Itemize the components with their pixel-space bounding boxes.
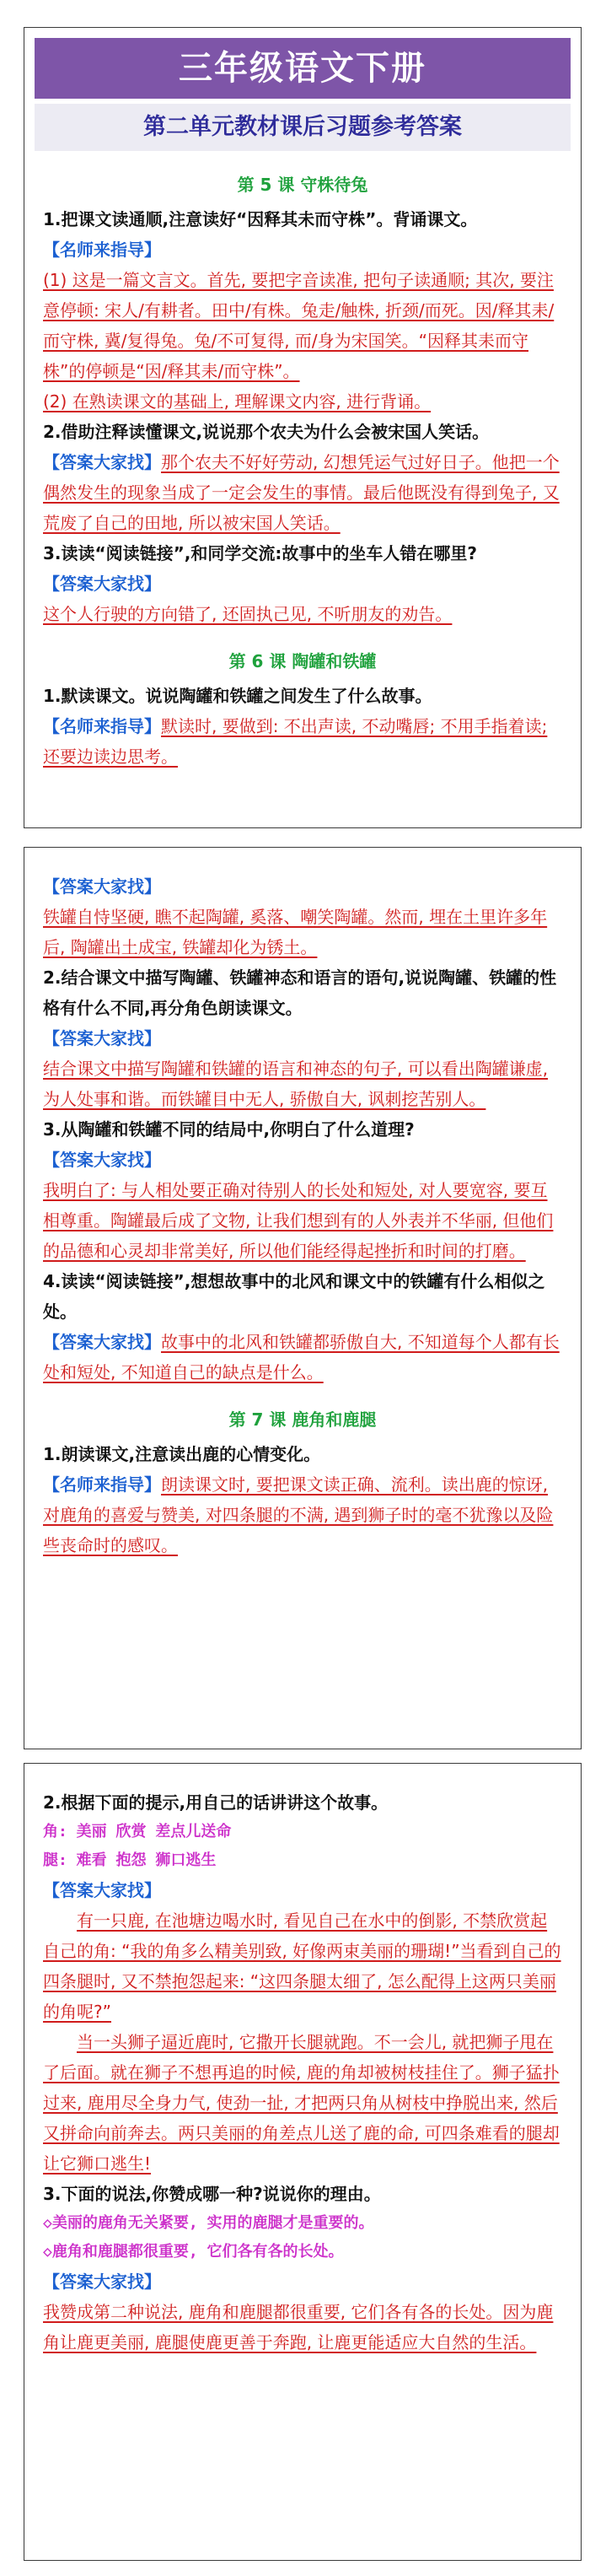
lesson-7-q3-answer: 我赞成第二种说法, 鹿角和鹿腿都很重要, 它们各有各的长处。因为鹿角让鹿更美丽, 鹿腿使鹿更善于奔跑, 让鹿更能适应大自然的生活。 bbox=[43, 2302, 554, 2352]
lesson-6-question-2: 2.结合课文中描写陶罐、铁罐神态和语言的语句,说说陶罐、铁罐的性格有什么不同,再分角色朗读课文。 bbox=[43, 967, 557, 1018]
lesson-5-q1-guide-1: (1) 这是一篇文言文。首先, 要把字音读准, 把句子读通顺; 其次, 要注意停顿: 宋人/有耕者。田中/有株。兔走/触株, 折颈/而死。因/释其耒/而守株, 冀/复得兔。兔/不可复得, 而/身为宋国笑。“因释其耒而守株”的停顿是“因/释其耒/而守株”。 bbox=[43, 270, 555, 381]
teacher-guide-tag: 【名师来指导】 bbox=[43, 240, 161, 260]
lesson-7-q1-guide: 朗读课文时, 要把课文读正确、流利。读出鹿的惊讶, 对鹿角的喜爱与赞美, 对四条腿的不满, 遇到狮子时的毫不犹豫以及险些丧命时的感叹。 bbox=[43, 1474, 554, 1555]
lesson-6-title: 第 6 课 陶罐和铁罐 bbox=[228, 651, 377, 671]
document-title: 三年级语文下册 bbox=[35, 38, 571, 99]
lesson-6-q2-answer: 结合课文中描写陶罐和铁罐的语言和神态的句子, 可以看出陶罐谦虚, 为人处事和谐。而铁罐目中无人, 骄傲自大, 讽刺挖苦别人。 bbox=[43, 1059, 549, 1109]
lesson-7-question-3: 3.下面的说法,你赞成哪一种?说说你的理由。 bbox=[43, 2184, 381, 2204]
answer-tag: 【答案大家找】 bbox=[43, 2272, 161, 2292]
teacher-guide-tag: 【名师来指导】 bbox=[43, 1474, 161, 1495]
lesson-7-question-1: 1.朗读课文,注意读出鹿的心情变化。 bbox=[43, 1444, 321, 1464]
lesson-5-question-2: 2.借助注释读懂课文,说说那个农夫为什么会被宋国人笑话。 bbox=[43, 422, 490, 442]
answer-tag: 【答案大家找】 bbox=[43, 452, 161, 472]
lesson-5-q2-answer: 那个农夫不好好劳动, 幻想凭运气过好日子。他把一个偶然发生的现象当成了一定会发生的事情。最后他既没有得到兔子, 又荒废了自己的田地, 所以被宋国人笑话。 bbox=[43, 452, 560, 533]
lesson-7-question-2: 2.根据下面的提示,用自己的话讲讲这个故事。 bbox=[43, 1792, 389, 1813]
answer-tag: 【答案大家找】 bbox=[43, 876, 161, 897]
lesson-7-hint-antler: 角: 美丽 欣赏 差点儿送命 bbox=[43, 1823, 232, 1840]
lesson-6-question-4: 4.读读“阅读链接”,想想故事中的北风和课文中的铁罐有什么相似之处。 bbox=[43, 1271, 545, 1322]
lesson-5-q1-guide-2: (2) 在熟读课文的基础上, 理解课文内容, 进行背诵。 bbox=[43, 391, 432, 412]
lesson-5-title: 第 5 课 守株待兔 bbox=[237, 175, 368, 195]
lesson-6-q1-guide: 默读时, 要做到: 不出声读, 不动嘴唇; 不用手指着读; 还要边读边思考。 bbox=[43, 716, 548, 767]
lesson-7-option-2: ◇鹿角和鹿腿都很重要, 它们各有各的长处。 bbox=[43, 2243, 344, 2261]
lesson-6-question-1: 1.默读课文。说说陶罐和铁罐之间发生了什么故事。 bbox=[43, 686, 432, 706]
lesson-7-title: 第 7 课 鹿角和鹿腿 bbox=[228, 1409, 377, 1430]
lesson-6-question-3: 3.从陶罐和铁罐不同的结局中,你明白了什么道理? bbox=[43, 1119, 415, 1140]
lesson-5-q3-answer: 这个人行驶的方向错了, 还固执己见, 不听朋友的劝告。 bbox=[43, 604, 453, 624]
answer-tag: 【答案大家找】 bbox=[43, 574, 161, 594]
answer-tag: 【答案大家找】 bbox=[43, 1150, 161, 1170]
document-subtitle: 第二单元教材课后习题参考答案 bbox=[35, 104, 571, 151]
lesson-6-q1-answer: 铁罐自恃坚硬, 瞧不起陶罐, 奚落、嘲笑陶罐。然而, 埋在土里许多年后, 陶罐出土成宝, 铁罐却化为锈土。 bbox=[43, 907, 548, 957]
lesson-5-question-1: 1.把课文读通顺,注意读好“因释其未而守株”。背诵课文。 bbox=[43, 209, 478, 229]
lesson-5-question-3: 3.读读“阅读链接”,和同学交流:故事中的坐车人错在哪里? bbox=[43, 543, 477, 563]
answer-tag: 【答案大家找】 bbox=[43, 1880, 161, 1900]
page-3 bbox=[24, 1763, 582, 2561]
answer-tag: 【答案大家找】 bbox=[43, 1028, 161, 1048]
teacher-guide-tag: 【名师来指导】 bbox=[43, 716, 161, 736]
lesson-7-option-1: ◇美丽的鹿角无关紧要, 实用的鹿腿才是重要的。 bbox=[43, 2214, 374, 2232]
lesson-6-q3-answer: 我明白了: 与人相处要正确对待别人的长处和短处, 对人要宽容, 要互相尊重。陶罐最后成了文物, 让我们想到有的人外表并不华丽, 但他们的品德和心灵却非常美好, 所以他们能经得起挫折和时间的打磨。 bbox=[43, 1180, 554, 1261]
lesson-7-hint-leg: 腿: 难看 抱怨 狮口逃生 bbox=[43, 1851, 217, 1869]
lesson-6-q4-answer: 故事中的北风和铁罐都骄傲自大, 不知道每个人都有长处和短处, 不知道自己的缺点是什么。 bbox=[43, 1332, 560, 1382]
page-2 bbox=[24, 847, 582, 1749]
page-1 bbox=[24, 27, 582, 828]
lesson-7-q2-answer-paragraph-2: 当一头狮子逼近鹿时, 它撒开长腿就跑。不一会儿, 就把狮子甩在了后面。就在狮子不想再追的时候, 鹿的角却被树枝挂住了。狮子猛扑过来, 鹿用尽全身力气, 使劲一扯, 才把两只角从树枝中挣脱出来, 然后又拼命向前奔去。两只美丽的角差点儿送了鹿的命, 可四条难看的腿却让它狮口逃生! bbox=[43, 2032, 560, 2174]
answer-tag: 【答案大家找】 bbox=[43, 1332, 161, 1352]
lesson-7-q2-answer-paragraph-1: 有一只鹿, 在池塘边喝水时, 看见自己在水中的倒影, 不禁欣赏起自己的角: “我的角多么精美别致, 好像两束美丽的珊瑚!”当看到自己的四条腿时, 又不禁抱怨起来: “这四条腿太细了, 怎么配得上这两只美丽的角呢?” bbox=[43, 1910, 561, 2022]
